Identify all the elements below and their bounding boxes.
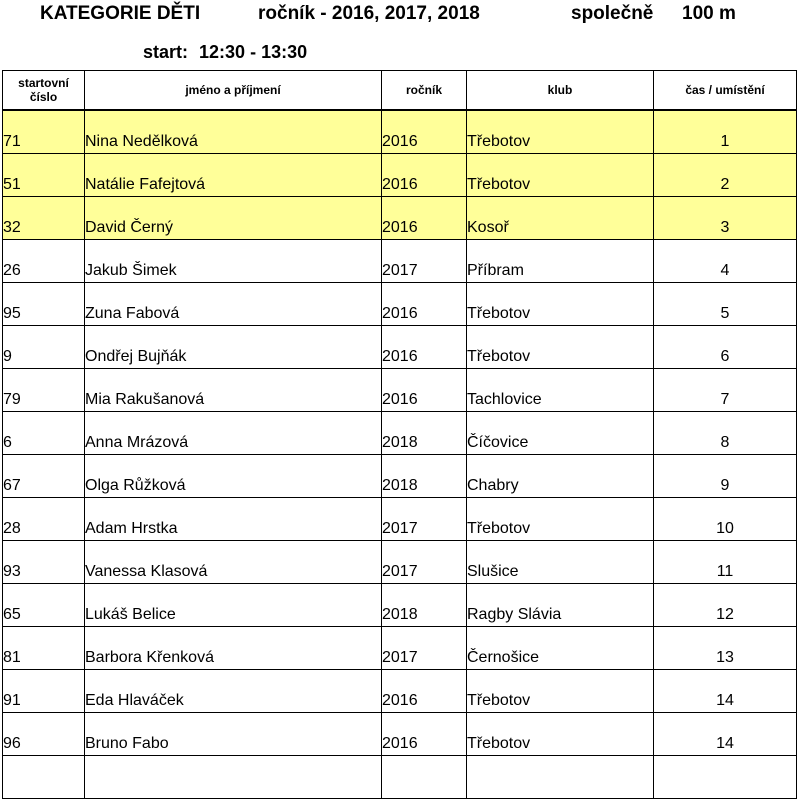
rank-cell: 9	[654, 455, 797, 498]
club-cell: Černošice	[467, 627, 654, 670]
start-number-cell: 96	[3, 713, 85, 756]
table-header-row	[3, 71, 797, 111]
club-cell: Třebotov	[467, 713, 654, 756]
results-table	[2, 70, 797, 799]
table-row	[3, 670, 797, 713]
column-header-start-number	[3, 71, 85, 111]
year-cell: 2016	[382, 369, 467, 412]
column-header-club: klub	[467, 71, 654, 111]
start-number-cell: 9	[3, 326, 85, 369]
birth-years: ročník - 2016, 2017, 2018	[258, 3, 480, 24]
table-row	[3, 713, 797, 756]
start-number-header-line1: startovní	[18, 76, 69, 90]
start-number-cell: 6	[3, 412, 85, 455]
table-row	[3, 369, 797, 412]
rank-cell: 7	[654, 369, 797, 412]
rank-cell: 4	[654, 240, 797, 283]
year-cell: 2016	[382, 197, 467, 240]
rank-cell: 3	[654, 197, 797, 240]
club-cell: Tachlovice	[467, 369, 654, 412]
table-row	[3, 541, 797, 584]
category-title: KATEGORIE DĚTI	[40, 3, 201, 24]
start-number-cell: 71	[3, 110, 85, 154]
start-number-header-line2: číslo	[29, 90, 58, 104]
title-line	[0, 0, 800, 30]
club-cell	[467, 756, 654, 799]
rank-cell: 12	[654, 584, 797, 627]
year-cell: 2018	[382, 584, 467, 627]
year-cell: 2016	[382, 154, 467, 197]
name-cell: Jakub Šimek	[85, 240, 382, 283]
club-cell: Kosoř	[467, 197, 654, 240]
name-cell: Natálie Fafejtová	[85, 154, 382, 197]
start-number-cell: 26	[3, 240, 85, 283]
start-time-line	[143, 42, 307, 63]
club-cell: Chabry	[467, 455, 654, 498]
table-row	[3, 627, 797, 670]
year-cell: 2017	[382, 240, 467, 283]
start-number-cell: 32	[3, 197, 85, 240]
name-cell: Ondřej Bujňák	[85, 326, 382, 369]
start-number-cell: 93	[3, 541, 85, 584]
table-row	[3, 455, 797, 498]
name-cell: Adam Hrstka	[85, 498, 382, 541]
name-cell: Eda Hlaváček	[85, 670, 382, 713]
start-time: 12:30 - 13:30	[199, 42, 308, 62]
club-cell: Příbram	[467, 240, 654, 283]
club-cell: Třebotov	[467, 670, 654, 713]
rank-cell: 8	[654, 412, 797, 455]
rank-cell: 10	[654, 498, 797, 541]
rank-cell: 5	[654, 283, 797, 326]
name-cell: Bruno Fabo	[85, 713, 382, 756]
table-row	[3, 240, 797, 283]
start-number-cell: 28	[3, 498, 85, 541]
year-cell: 2017	[382, 498, 467, 541]
race-distance: 100 m	[682, 3, 736, 24]
year-cell: 2016	[382, 326, 467, 369]
column-header-year: ročník	[382, 71, 467, 111]
table-row	[3, 326, 797, 369]
rank-cell: 14	[654, 713, 797, 756]
start-number-cell: 91	[3, 670, 85, 713]
race-type: společně	[571, 3, 654, 24]
name-cell: Mia Rakušanová	[85, 369, 382, 412]
start-number-cell: 67	[3, 455, 85, 498]
column-header-rank: čas / umístění	[654, 71, 797, 111]
name-cell: Nina Nedělková	[85, 110, 382, 154]
start-number-cell: 65	[3, 584, 85, 627]
table-row	[3, 756, 797, 799]
table-row	[3, 584, 797, 627]
year-cell: 2017	[382, 627, 467, 670]
rank-cell: 13	[654, 627, 797, 670]
year-cell: 2016	[382, 110, 467, 154]
start-number-cell	[3, 756, 85, 799]
club-cell: Slušice	[467, 541, 654, 584]
club-cell: Třebotov	[467, 154, 654, 197]
year-cell: 2018	[382, 412, 467, 455]
club-cell: Třebotov	[467, 326, 654, 369]
table-row	[3, 154, 797, 197]
name-cell: Lukáš Belice	[85, 584, 382, 627]
year-cell: 2018	[382, 455, 467, 498]
club-cell: Ragby Slávia	[467, 584, 654, 627]
table-row	[3, 412, 797, 455]
name-cell	[85, 756, 382, 799]
rank-cell	[654, 756, 797, 799]
rank-cell: 1	[654, 110, 797, 154]
table-row	[3, 498, 797, 541]
column-header-name: jméno a příjmení	[85, 71, 382, 111]
start-number-cell: 79	[3, 369, 85, 412]
year-cell: 2016	[382, 283, 467, 326]
rank-cell: 2	[654, 154, 797, 197]
year-cell: 2017	[382, 541, 467, 584]
rank-cell: 14	[654, 670, 797, 713]
club-cell: Číčovice	[467, 412, 654, 455]
year-cell: 2016	[382, 670, 467, 713]
club-cell: Třebotov	[467, 498, 654, 541]
year-cell	[382, 756, 467, 799]
club-cell: Třebotov	[467, 110, 654, 154]
club-cell: Třebotov	[467, 283, 654, 326]
rank-cell: 11	[654, 541, 797, 584]
name-cell: Vanessa Klasová	[85, 541, 382, 584]
start-label: start:	[143, 42, 189, 62]
name-cell: David Černý	[85, 197, 382, 240]
table-row	[3, 283, 797, 326]
start-number-cell: 51	[3, 154, 85, 197]
name-cell: Barbora Křenková	[85, 627, 382, 670]
table-row	[3, 110, 797, 154]
start-number-cell: 95	[3, 283, 85, 326]
table-row	[3, 197, 797, 240]
year-cell: 2016	[382, 713, 467, 756]
name-cell: Anna Mrázová	[85, 412, 382, 455]
start-number-cell: 81	[3, 627, 85, 670]
name-cell: Olga Růžková	[85, 455, 382, 498]
name-cell: Zuna Fabová	[85, 283, 382, 326]
rank-cell: 6	[654, 326, 797, 369]
